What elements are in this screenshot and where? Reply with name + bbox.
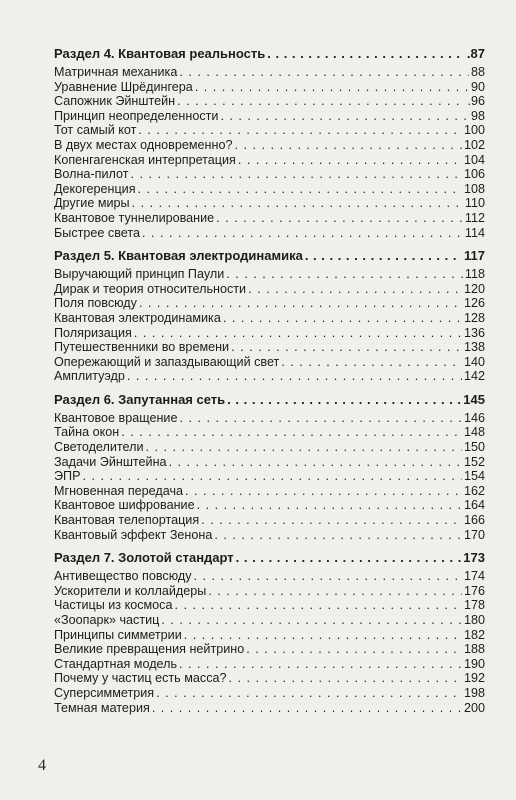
entry-title: Выручающий принцип Паули <box>54 267 225 282</box>
page-number: 4 <box>38 757 46 774</box>
toc-entry <box>54 153 485 168</box>
toc-entry <box>54 65 485 80</box>
dot-leader <box>177 94 465 109</box>
entry-page: 98 <box>470 108 485 123</box>
entry-page: 110 <box>464 196 485 211</box>
entry-title: Темная материя <box>54 700 150 715</box>
dot-leader <box>201 513 462 528</box>
entry-page: 128 <box>463 310 485 325</box>
toc-section <box>54 391 485 542</box>
dot-leader <box>236 549 462 566</box>
dot-leader <box>226 267 463 282</box>
dot-leader <box>138 182 462 197</box>
toc-entry <box>54 355 485 370</box>
section-title: Раздел 5. Квантовая электродинамика <box>54 248 303 264</box>
entry-title: ЭПР <box>54 469 81 484</box>
toc-entry <box>54 686 485 701</box>
entry-page: 188 <box>463 642 485 657</box>
toc-entry <box>54 123 485 138</box>
section-title: Раздел 7. Золотой стандарт <box>54 550 234 566</box>
entry-page: 166 <box>463 513 485 528</box>
toc-entry <box>54 211 485 226</box>
entry-title: Квантовая электродинамика <box>54 310 221 325</box>
dot-leader <box>305 247 462 264</box>
section-page: 173 <box>463 550 485 566</box>
section-heading <box>54 391 485 408</box>
section-title: Раздел 6. Запутанная сеть <box>54 391 226 407</box>
dot-leader <box>248 282 462 297</box>
toc-entry <box>54 94 485 109</box>
toc-entry <box>54 484 485 499</box>
entry-page: 120 <box>463 281 485 296</box>
entry-page: 152 <box>463 454 485 469</box>
entry-title: Декогеренция <box>54 181 136 196</box>
entry-page: .96 <box>467 94 485 109</box>
section-heading <box>54 45 485 62</box>
dot-leader <box>231 340 462 355</box>
entry-title: Антивещество повсюду <box>54 569 192 584</box>
dot-leader <box>138 123 462 138</box>
dot-leader <box>195 80 469 95</box>
toc-entry <box>54 440 485 455</box>
entry-page: 140 <box>463 354 485 369</box>
toc-entry <box>54 455 485 470</box>
dot-leader <box>161 613 462 628</box>
entry-page: 100 <box>463 123 485 138</box>
entry-page: 104 <box>463 152 485 167</box>
entry-page: 164 <box>463 498 485 513</box>
toc-entry <box>54 282 485 297</box>
entry-page: 198 <box>463 685 485 700</box>
dot-leader <box>246 642 462 657</box>
dot-leader <box>194 569 462 584</box>
toc-entry <box>54 584 485 599</box>
entry-page: 112 <box>464 210 485 225</box>
entry-title: Мгновенная передача <box>54 483 184 498</box>
entry-title: Задачи Эйнштейна <box>54 454 167 469</box>
entry-title: Принципы симметрии <box>54 627 182 642</box>
dot-leader <box>169 455 462 470</box>
entry-page: 182 <box>463 627 485 642</box>
dot-leader <box>184 628 462 643</box>
toc-entry <box>54 657 485 672</box>
dot-leader <box>179 411 462 426</box>
entry-page: 138 <box>463 340 485 355</box>
dot-leader <box>156 686 462 701</box>
section-page: 117 <box>464 248 485 264</box>
entry-title: Быстрее света <box>54 225 140 240</box>
dot-leader <box>227 391 461 408</box>
toc-entry <box>54 671 485 686</box>
entry-page: 150 <box>463 440 485 455</box>
toc-entry <box>54 469 485 484</box>
entry-page: 90 <box>470 79 485 94</box>
toc-entry <box>54 513 485 528</box>
entry-page: 142 <box>463 369 485 384</box>
entry-title: Дирак и теория относительности <box>54 281 247 296</box>
entry-page: 180 <box>463 613 485 627</box>
entry-title: Принцип неопределенности <box>54 108 219 123</box>
dot-leader <box>142 226 463 241</box>
entry-title: Волна-пилот <box>54 167 129 182</box>
entry-title: Амплитуэдр <box>54 369 125 384</box>
dot-leader <box>121 425 462 440</box>
dot-leader <box>139 296 462 311</box>
entry-page: 162 <box>463 483 485 498</box>
entry-page: 136 <box>463 325 485 340</box>
dot-leader <box>152 701 462 716</box>
toc-entry <box>54 182 485 197</box>
entry-title: Путешественники во времени <box>54 340 230 355</box>
entry-title: Светоделители <box>54 440 144 455</box>
entry-page: 118 <box>464 267 485 282</box>
entry-title: Тот самый кот <box>54 123 137 138</box>
toc-entry <box>54 109 485 124</box>
entry-title: В двух местах одновременно? <box>54 137 233 152</box>
entry-title: Квантовая телепортация <box>54 513 200 528</box>
toc-entry <box>54 425 485 440</box>
entry-title: Квантовое туннелирование <box>54 210 215 225</box>
toc-entry <box>54 267 485 282</box>
toc-entry <box>54 80 485 95</box>
entry-page: 174 <box>463 569 485 584</box>
entry-page: 176 <box>463 583 485 598</box>
dot-leader <box>130 167 462 182</box>
toc-entry <box>54 701 485 716</box>
toc-entry <box>54 498 485 513</box>
dot-leader <box>208 584 462 599</box>
entry-page: 190 <box>463 656 485 671</box>
entry-title: Поля повсюду <box>54 296 137 311</box>
entry-page: 154 <box>463 469 485 484</box>
entry-page: 200 <box>463 700 485 715</box>
entry-page: 178 <box>463 598 485 613</box>
toc-section <box>54 247 485 384</box>
dot-leader <box>132 196 463 211</box>
dot-leader <box>197 498 462 513</box>
entry-title: Другие миры <box>54 196 130 211</box>
toc-section <box>54 549 485 715</box>
entry-title: Опережающий и запаздывающий свет <box>54 354 280 369</box>
toc-entry <box>54 326 485 341</box>
toc-entry <box>54 569 485 584</box>
section-page: 145 <box>463 391 485 407</box>
toc-section <box>54 45 485 240</box>
entry-page: 192 <box>463 671 485 686</box>
entry-title: Уравнение Шрёдингера <box>54 79 193 94</box>
dot-leader <box>220 109 469 124</box>
entry-title: Почему у частиц есть масса? <box>54 671 227 686</box>
dot-leader <box>216 211 463 226</box>
dot-leader <box>179 65 469 80</box>
toc-entry <box>54 226 485 241</box>
toc-entry <box>54 598 485 613</box>
entry-title: Квантовое шифрование <box>54 498 195 513</box>
dot-leader <box>281 355 462 370</box>
entry-page: 108 <box>463 181 485 196</box>
dot-leader <box>146 440 462 455</box>
toc-entry <box>54 628 485 643</box>
entry-page: 126 <box>463 296 485 311</box>
dot-leader <box>175 598 462 613</box>
entry-title: Ускорители и коллайдеры <box>54 583 207 598</box>
entry-title: «Зоопарк» частиц <box>54 613 160 627</box>
section-heading <box>54 247 485 264</box>
toc-entry <box>54 613 485 628</box>
dot-leader <box>234 138 462 153</box>
dot-leader <box>223 311 462 326</box>
section-page: .87 <box>466 46 485 61</box>
dot-leader <box>134 326 462 341</box>
toc-entry <box>54 642 485 657</box>
entry-title: Сапожник Эйнштейн <box>54 94 176 109</box>
dot-leader <box>267 45 465 62</box>
table-of-contents <box>54 45 485 722</box>
dot-leader <box>83 469 462 484</box>
dot-leader <box>229 671 462 686</box>
entry-title: Матричная механика <box>54 65 178 79</box>
entry-title: Великие превращения нейтрино <box>54 642 245 657</box>
section-title: Раздел 4. Квантовая реальность <box>54 46 266 61</box>
toc-entry <box>54 196 485 211</box>
dot-leader <box>185 484 462 499</box>
dot-leader <box>127 369 462 384</box>
dot-leader <box>214 528 462 543</box>
toc-entry <box>54 138 485 153</box>
entry-title: Частицы из космоса <box>54 598 173 613</box>
toc-entry <box>54 167 485 182</box>
toc-entry <box>54 340 485 355</box>
entry-page: 170 <box>463 527 485 542</box>
toc-entry <box>54 369 485 384</box>
section-heading <box>54 549 485 566</box>
entry-title: Тайна окон <box>54 425 120 440</box>
toc-entry <box>54 296 485 311</box>
entry-page: 114 <box>464 225 485 240</box>
toc-entry <box>54 311 485 326</box>
entry-page: 106 <box>463 167 485 182</box>
entry-title: Суперсимметрия <box>54 685 155 700</box>
entry-title: Квантовое вращение <box>54 410 178 425</box>
entry-title: Стандартная модель <box>54 656 178 671</box>
entry-page: 148 <box>463 425 485 440</box>
entry-page: 102 <box>463 137 485 152</box>
entry-page: 88 <box>470 65 485 79</box>
dot-leader <box>238 153 462 168</box>
entry-title: Копенгагенская интерпретация <box>54 152 236 167</box>
entry-title: Поляризация <box>54 325 132 340</box>
toc-entry <box>54 528 485 543</box>
entry-title: Квантовый эффект Зенона <box>54 527 213 542</box>
dot-leader <box>179 657 462 672</box>
entry-page: 146 <box>463 410 485 425</box>
toc-entry <box>54 411 485 426</box>
